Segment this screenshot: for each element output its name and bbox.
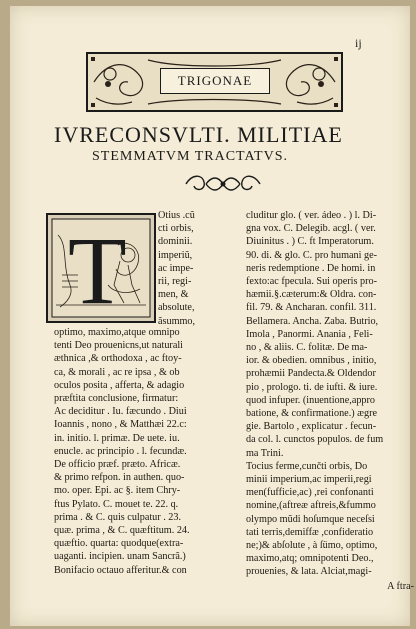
banner-label: TRIGONAE bbox=[177, 73, 253, 88]
text-line: rii, regi- bbox=[158, 276, 192, 288]
text-line: Bonifacio octauo afferitur.& con bbox=[54, 564, 187, 576]
text-line: ior. & obedien. omnibus , initio, bbox=[246, 355, 377, 367]
text-line: quæftio. quarta: quodque(extra- bbox=[54, 538, 184, 550]
text-line: pio , prologo. ti. de iufti. & iure. bbox=[246, 381, 378, 393]
text-line: gna vox. C. Delegib. acgl. ( ver. bbox=[246, 223, 376, 235]
text-line: uaganti. incipien. unam Sancrã.) bbox=[54, 551, 186, 563]
banner-label-plate bbox=[160, 68, 270, 94]
text-line: prohæmii Pandecta.& Oldendor bbox=[246, 368, 376, 380]
text-line: ac impe- bbox=[158, 262, 194, 274]
text-line: tenti Deo prouenicns,ut naturali bbox=[54, 340, 184, 352]
text-line: maximo,atq; omnipotenti Deo., bbox=[246, 553, 374, 565]
text-line: nomine,(aftreæ aftreis,&fummo bbox=[246, 500, 376, 512]
text-line: prima . & C. quis culpatur . 23. bbox=[54, 511, 182, 523]
woodcut-banner bbox=[86, 52, 343, 112]
text-line: minii imperium,ac imperii,regi bbox=[246, 474, 372, 486]
text-line: quæ. prima , & C. quæftitum. 24. bbox=[54, 525, 190, 537]
text-line: quod infuper. (inuentione,appro bbox=[246, 394, 376, 406]
left-column-top-text bbox=[158, 209, 242, 328]
text-line: neris redemptione . De homi. in bbox=[246, 262, 376, 274]
text-line: ftus Pylato. C. mouet te. 22. q. bbox=[54, 498, 179, 510]
text-line: da col. l. cunctos populos. de fum bbox=[246, 434, 384, 446]
text-line: De officio præf. præto. Africæ. bbox=[54, 459, 181, 471]
text-line: mo. oper. Epi. ac §. item Chry- bbox=[54, 485, 181, 497]
book-page bbox=[10, 6, 414, 626]
text-line: Bellamera. Ancha. Zaba. Butrio, bbox=[246, 315, 379, 327]
text-line: fil. 79. & Ancharan. confil. 311. bbox=[246, 302, 377, 314]
text-line: cluditur glo. ( ver. ádeo . ) l. Di- bbox=[246, 210, 377, 221]
text-line: Ac deciditur . Iu. fæcundo . Diui bbox=[54, 406, 187, 418]
text-line: dominii. bbox=[158, 236, 193, 248]
text-line: Otius .cũ bbox=[158, 210, 195, 221]
text-line: Diuinitus . ) C. ft Imperatorum. bbox=[246, 236, 374, 248]
text-line: fexto:ac fpecula. Sui operis pro- bbox=[246, 276, 377, 288]
signature-mark: ij bbox=[355, 36, 362, 50]
fleuron-ornament-icon bbox=[182, 172, 264, 196]
text-line: no , & aliis. C. folitæ. De ma- bbox=[246, 342, 368, 354]
text-line: gie. Bartolo , explicatur . fecun- bbox=[246, 421, 377, 433]
text-line: cti orbis, bbox=[158, 223, 194, 235]
right-column-text bbox=[246, 209, 414, 579]
text-line: oculos posita , afferta, & adagio bbox=[54, 379, 185, 391]
text-line: 90. di. & glo. C. pro humani ge- bbox=[246, 249, 378, 261]
initial-letter: T bbox=[68, 217, 127, 321]
page-title: IVRECONSVLTI. MILITIAE bbox=[54, 122, 343, 147]
decorated-initial bbox=[46, 213, 156, 323]
text-line: ãsummo, bbox=[158, 315, 196, 327]
text-line: & primo refpon. in authen. quo- bbox=[54, 472, 185, 484]
text-line: ca, & morali , ac re ipsa , & ob bbox=[54, 366, 180, 378]
text-line: men(fufficie,ac) ,rei confonanti bbox=[246, 487, 374, 499]
text-line: ma Trini. bbox=[246, 447, 284, 459]
text-line: batione, & confirmatione.) ægre bbox=[246, 408, 377, 420]
left-column-main-text bbox=[54, 326, 242, 577]
text-line: optimo, maximo,atque omnipo bbox=[54, 327, 180, 338]
initial-woodcut-icon bbox=[48, 215, 154, 321]
text-line: Tocius ferme,cunčti orbis, Do bbox=[246, 460, 368, 472]
text-line: absolute, bbox=[158, 302, 195, 314]
text-line: enucle. ac principio . l. fecundæ. bbox=[54, 445, 187, 457]
text-line: prouenies, & lata. Alciat,magi- bbox=[246, 566, 372, 578]
text-line: olympo mũdi hoſumque neceſsi bbox=[246, 513, 375, 525]
text-line: tati terris,demiffæ ,confideratio bbox=[246, 526, 374, 538]
text-line: hæmii.§.cæterum:& Oldra. con- bbox=[246, 289, 377, 301]
text-line: præftita conclusione, firmatur: bbox=[54, 393, 179, 405]
page-subtitle: STEMMATVM TRACTATVS. bbox=[92, 149, 288, 164]
text-line: Imola , Panormi. Anania , Feli- bbox=[246, 328, 373, 340]
text-line: men, & bbox=[158, 289, 189, 301]
text-line: in. initio. l. primæ. De uete. iu. bbox=[54, 432, 180, 444]
text-line: Ioannis , nono , & Matthæi 22.c: bbox=[54, 419, 187, 431]
text-line: imperiũ, bbox=[158, 249, 193, 261]
text-line: æthnica ,& orthodoxa , ac ftoy- bbox=[54, 353, 182, 365]
text-line: ne;)& abſolute , à ſümo, optimo, bbox=[246, 540, 378, 552]
catchword: A ftra- bbox=[387, 581, 414, 592]
